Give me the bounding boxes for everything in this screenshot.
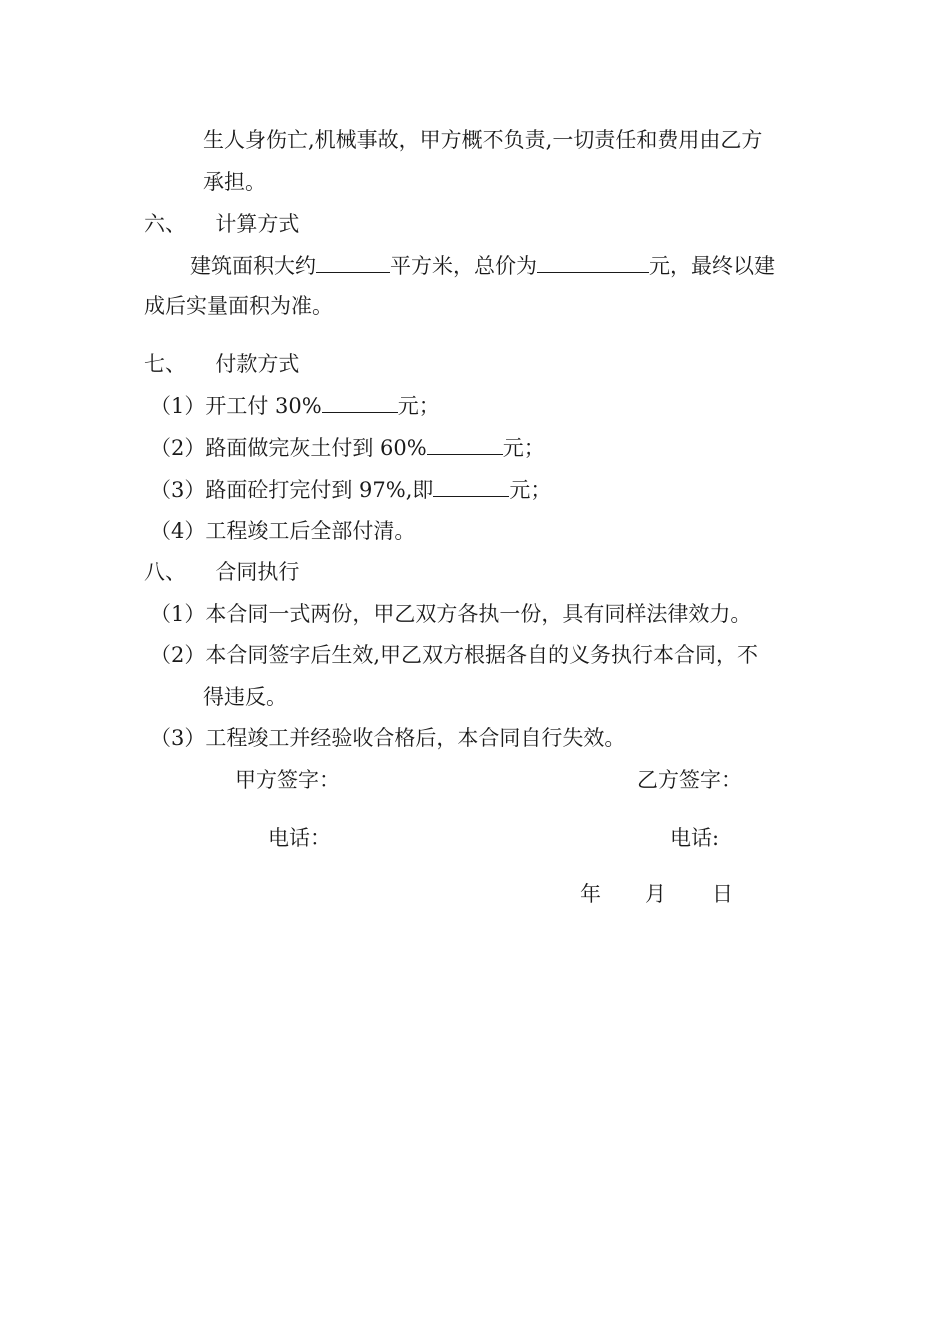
item-number: （3） [150, 726, 206, 750]
area-prefix: 建筑面积大约 [190, 254, 316, 278]
contract-item [150, 724, 625, 752]
area-blank[interactable] [316, 254, 390, 273]
party-b-signature-label [637, 766, 742, 794]
item-text: 路面做完灰土付到 60% [205, 436, 427, 460]
item-suffix: 元； [397, 394, 440, 418]
party-a-signature-label [235, 766, 340, 794]
paragraph-line [203, 168, 266, 196]
section8-heading [144, 558, 299, 586]
item-number: （2） [150, 643, 206, 667]
payment-item [150, 434, 545, 462]
payment-item [150, 517, 415, 545]
paragraph-line [203, 126, 762, 154]
section7-number: 七、 [144, 352, 186, 376]
section6-heading [144, 210, 299, 238]
section6-area-line [190, 252, 775, 280]
year-label: 年 [580, 882, 601, 906]
total-price-blank[interactable] [537, 254, 649, 273]
payment-item [150, 476, 551, 504]
item-text: 路面砼打完付到 97%,即 [205, 478, 434, 502]
item-text: 本合同一式两份，甲乙双方各执一份，具有同样法律效力。 [205, 602, 752, 626]
item-text: 工程竣工后全部付清。 [205, 519, 416, 543]
month-label: 月 [645, 882, 666, 906]
phone-b-text: 电话: [670, 826, 720, 850]
section6-text-2: 成后实量面积为准。 [144, 294, 333, 318]
contract-item [150, 600, 751, 628]
party-a-label-text: 甲方签字： [235, 768, 340, 792]
item-text: 本合同签字后生效,甲乙双方根据各自的义务执行本合同，不 [205, 643, 759, 667]
day-label: 日 [712, 882, 733, 906]
item-suffix: 元； [502, 436, 545, 460]
item-number: （3） [150, 478, 206, 502]
section6-title: 计算方式 [215, 212, 300, 236]
paragraph-line [144, 292, 333, 320]
item-text-cont: 得违反。 [203, 685, 287, 709]
area-mid: 平方米，总价为 [390, 254, 537, 278]
party-b-label-text: 乙方签字： [637, 768, 742, 792]
section6-number: 六、 [144, 212, 186, 236]
section5-text-1: 生人身伤亡,机械事故，甲方概不负责,一切责任和费用由乙方 [203, 128, 763, 152]
item-text: 工程竣工并经验收合格后，本合同自行失效。 [205, 726, 626, 750]
section8-number: 八、 [144, 560, 186, 584]
item-text: 开工付 30% [205, 394, 322, 418]
item-suffix: 元； [509, 478, 552, 502]
section8-title: 合同执行 [215, 560, 300, 584]
contract-item-continuation [203, 683, 287, 711]
section7-heading [144, 350, 299, 378]
item-number: （1） [150, 602, 206, 626]
payment-item [150, 392, 440, 420]
party-a-phone-label [268, 824, 331, 852]
party-b-phone-label [670, 824, 719, 852]
area-suffix: 元，最终以建 [649, 254, 775, 278]
amount-blank[interactable] [322, 394, 398, 413]
item-number: （1） [150, 394, 206, 418]
item-number: （2） [150, 436, 206, 460]
amount-blank[interactable] [427, 436, 503, 455]
section5-text-2: 承担。 [203, 170, 266, 194]
item-number: （4） [150, 519, 206, 543]
section7-title: 付款方式 [215, 352, 300, 376]
phone-a-text: 电话： [268, 826, 331, 850]
amount-blank[interactable] [433, 478, 509, 497]
contract-item [150, 641, 758, 669]
date-line [580, 880, 733, 908]
